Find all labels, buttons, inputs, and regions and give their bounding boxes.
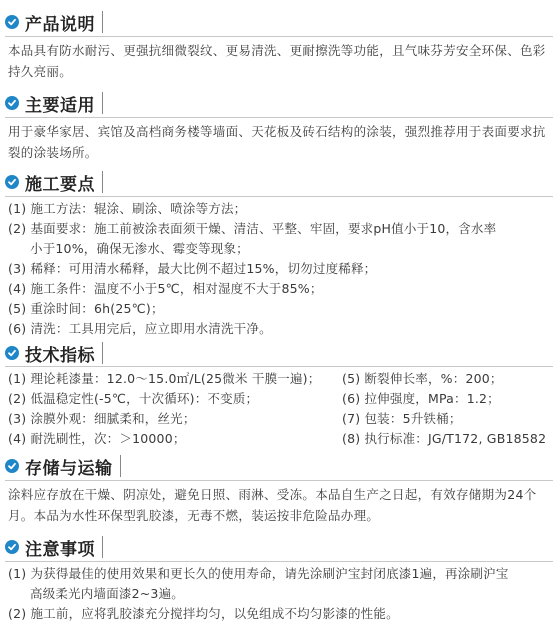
section-header-product: [5, 8, 103, 36]
title-divider: [120, 455, 121, 477]
section-rule: [5, 366, 553, 367]
section-title: 产品说明: [25, 14, 95, 35]
section-title: 存储与运输: [25, 458, 113, 479]
list-item: (5) 重涂时间：6h(25℃)；: [8, 301, 164, 316]
title-divider: [102, 92, 103, 114]
title-divider: [102, 171, 103, 193]
list-item: (3) 稀释：可用清水稀释，最大比例不超过15%，切勿过度稀释；: [8, 261, 377, 276]
checkmark-icon: [5, 459, 19, 473]
section-rule: [5, 196, 553, 197]
spec-item: (7) 包装：5升铁桶；: [342, 411, 462, 426]
list-item: 小于10%，确保无渗水、霉变等现象；: [30, 241, 249, 256]
section-header-notes: [5, 533, 103, 561]
checkmark-icon: [5, 540, 19, 554]
list-item: (4) 施工条件：温度不小于5℃，相对湿度不大于85%；: [8, 281, 323, 296]
title-divider: [102, 342, 103, 364]
spec-item: (4) 耐洗刷性，次：＞10000；: [8, 431, 186, 446]
spec-item: (1) 理论耗漆量：12.0～15.0㎡/L(25微米 干膜一遍)；: [8, 371, 321, 386]
usage-description: 用于豪华家居、宾馆及高档商务楼等墙面、天花板及砖石结构的涂装，强烈推荐用于表面要求抗裂的涂装场所。: [8, 124, 546, 160]
product-description: 本品具有防水耐污、更强抗细微裂纹、更易清洗、更耐擦洗等功能，且气味芬芳安全环保、色彩持久亮丽。: [8, 43, 546, 79]
section-header-construction: [5, 168, 103, 196]
list-item: (2) 基面要求：施工前被涂表面须干燥、清洁、平整、牢固，要求pH值小于10，含水率: [8, 221, 497, 236]
title-divider: [102, 11, 103, 33]
section-title: 注意事项: [25, 539, 95, 560]
list-item: (1) 为获得最佳的使用效果和更长久的使用寿命，请先涂刷沪宝封闭底漆1遍，再涂刷沪宝: [8, 566, 509, 581]
spec-item: (3) 涂膜外观：细腻柔和，丝光；: [8, 411, 196, 426]
spec-item: (2) 低温稳定性(-5℃，十次循环)：不变质；: [8, 391, 259, 406]
spec-item: (6) 拉伸强度，MPa：1.2；: [342, 391, 500, 406]
section-header-storage: [5, 452, 121, 480]
section-rule: [5, 480, 553, 481]
section-title: 技术指标: [25, 345, 95, 366]
checkmark-icon: [5, 175, 19, 189]
spec-item: (5) 断裂伸长率，%：200；: [342, 371, 503, 386]
section-title: 施工要点: [25, 174, 95, 195]
section-header-usage: [5, 89, 103, 117]
section-rule: [5, 561, 553, 562]
list-item: (1) 施工方法：辊涂、刷涂、喷涂等方法；: [8, 201, 247, 216]
list-item: (6) 清洗：工具用完后，应立即用水清洗干净。: [8, 321, 272, 336]
spec-item: (8) 执行标准：JG/T172, GB18582: [342, 431, 547, 446]
title-divider: [102, 536, 103, 558]
checkmark-icon: [5, 15, 19, 29]
section-rule: [5, 117, 553, 118]
section-header-specs: [5, 339, 103, 367]
section-rule: [5, 36, 553, 37]
section-title: 主要适用: [25, 95, 95, 116]
list-item: (2) 施工前，应将乳胶漆充分搅拌均匀，以免组成不均匀影漆的性能。: [8, 606, 399, 621]
checkmark-icon: [5, 96, 19, 110]
list-item: 高级柔光内墙面漆2~3遍。: [30, 586, 184, 601]
storage-description: 涂料应存放在干燥、阴凉处，避免日照、雨淋、受冻。本品自生产之日起，有效存储期为24个月。本品为水性环保型乳胶漆，无毒不燃，装运按非危险品办理。: [8, 487, 537, 523]
checkmark-icon: [5, 346, 19, 360]
